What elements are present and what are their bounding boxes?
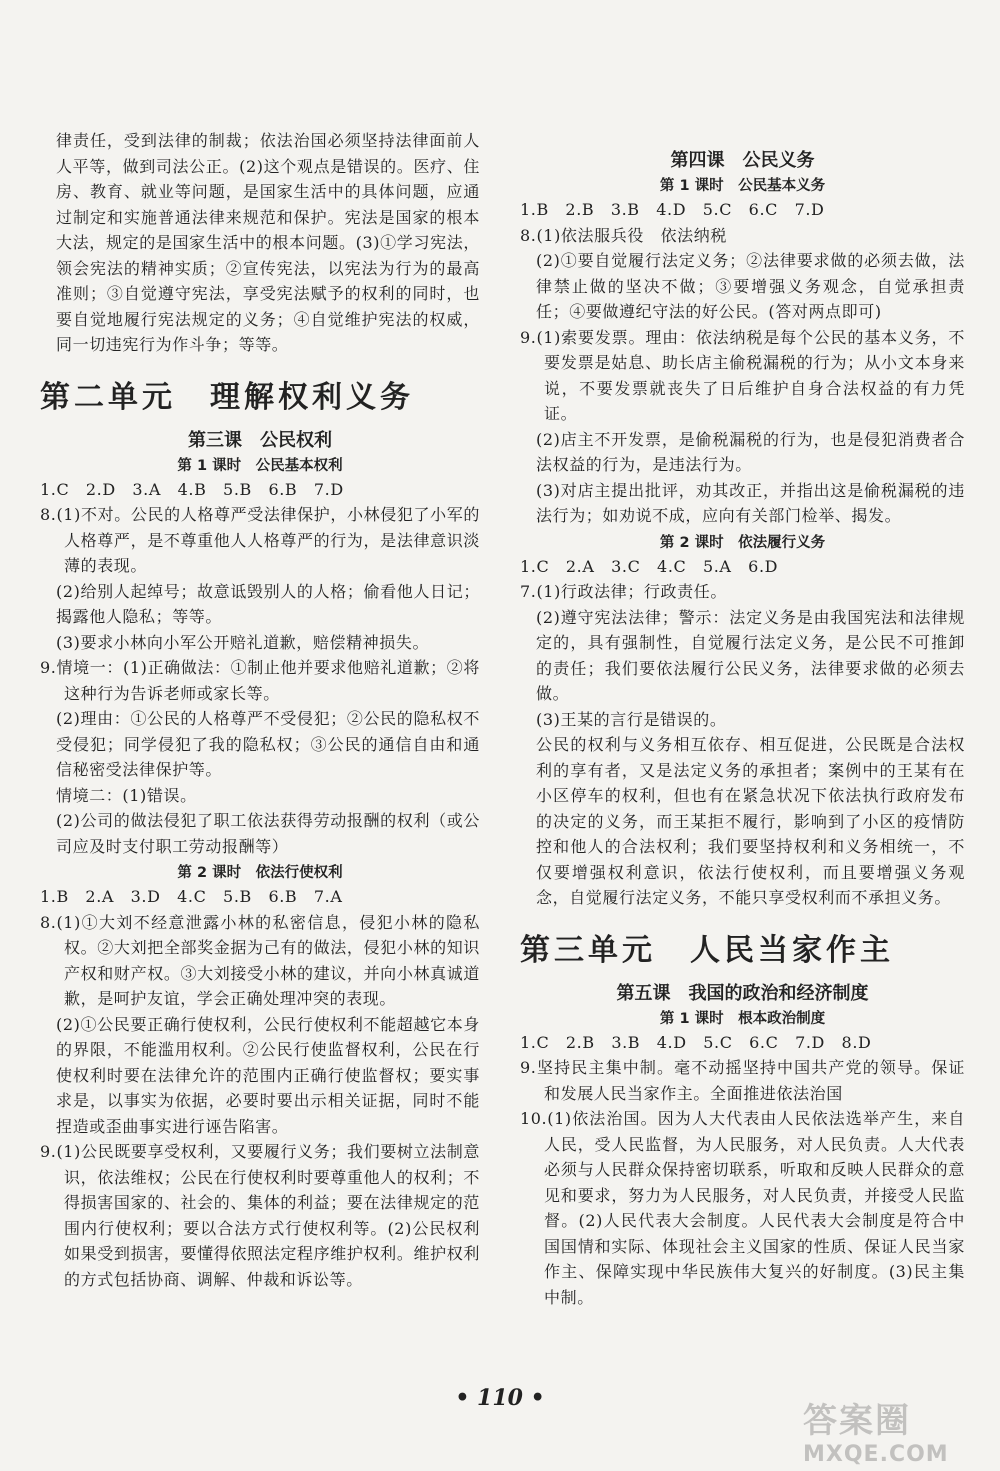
question-9-l5: 9.坚持民主集中制。毫不动摇坚持中国共产党的领导。保证和发展人民当家作主。全面推进依法治国 [520, 1058, 965, 1103]
answers-l3-2: 1.B 2.A 3.D 4.C 5.B 6.B 7.A [40, 887, 343, 906]
session-title-l4-2: 第 2 课时 依法履行义务 [659, 534, 826, 551]
watermark-bottom: MXQE.COM [803, 1442, 949, 1467]
question-7-l4: 7.(1)行政法律；行政责任。 [520, 582, 727, 601]
session-title-l3-1: 第 1 课时 公民基本权利 [177, 457, 343, 474]
question-9-l4-part-2: (2)店主不开发票，是偷税漏税的行为，也是侵犯消费者合法权益的行为，是违法行为。 [536, 429, 965, 474]
right-column [520, 142, 965, 1310]
question-9-part-3: 情境二：(1)错误。 [56, 785, 197, 805]
lesson-title-4: 第四课 公民义务 [670, 150, 815, 171]
question-9-part-4: (2)公司的做法侵犯了职工依法获得劳动报酬的权利（或公司应及时支付职工劳动报酬等） [56, 811, 480, 856]
question-10-l5: 10.(1)依法治国。因为人大代表由人民依法选举产生，来自人民，受人民监督，为人民服务，对人民负责。人大代表必须与人民群众保持密切联系，听取和反映人民群众的意见和要求，努力为人民服务，对人民负责，并接受人民监督。(2)人民代表大会制度。人民代表大会制度是符合中国国情和实际、体现社会主义国家的性质、保证人民当家作主、保障实现中华民族伟大复兴的好制度。(3)民主集中制。 [520, 1109, 965, 1307]
question-8-s2-part-2: (2)①公民要正确行使权利，公民行使权利不能超越它本身的界限，不能滥用权利。②公民行使监督权利，公民在行使权利时要在法律允许的范围内正确行使监督权；要实事求是，以事实为依据，必要时要出示相关证据，同时不能捏造或歪曲事实进行诬告陷害。 [56, 1014, 480, 1136]
watermark-top: 答案圈 [803, 1401, 911, 1441]
lesson-title-5: 第五课 我国的政治和经济制度 [616, 982, 869, 1004]
question-8-part-3: (3)要求小林向小军公开赔礼道歉，赔偿精神损失。 [56, 632, 430, 652]
question-8-s2: 8.(1)①大刘不经意泄露小林的私密信息，侵犯小林的隐私权。②大刘把全部奖金据为己有的做法，侵犯小林的知识产权和财产权。③大刘接受小林的建议，并向小林真诚道歉，是呵护友谊，学会正确处理冲突的表现。 [40, 912, 480, 1008]
question-8-l4: 8.(1)依法服兵役 依法纳税 [520, 225, 727, 245]
answers-l4-1: 1.B 2.B 3.B 4.D 5.C 6.C 7.D [520, 200, 825, 219]
watermark-logo [803, 1393, 978, 1467]
answers-l4-2: 1.C 2.A 3.C 4.C 5.A 6.D [520, 556, 779, 576]
question-7-l4-part-3: (3)王某的言行是错误的。 [536, 709, 727, 729]
question-8-part-2: (2)给别人起绰号；故意诋毁别人的人格；偷看他人日记；揭露他人隐私；等等。 [56, 581, 480, 626]
left-column [40, 128, 480, 1292]
question-9: 9.情境一：(1)正确做法：①制止他并要求他赔礼道歉；②将这种行为告诉老师或家长等。 [40, 658, 480, 703]
question-9-part-2: (2)理由：①公民的人格尊严不受侵犯；②公民的隐私权不受侵犯；同学侵犯了我的隐私权；③公民的通信自由和通信秘密受法律保护等。 [56, 709, 480, 779]
page-number: • 110 • [455, 1385, 545, 1411]
question-8: 8.(1)不对。公民的人格尊严受法律保护，小林侵犯了小军的人格尊严，是不尊重他人人格尊严的行为，是法律意识淡薄的表现。 [40, 505, 480, 575]
question-7-l4-part-2: (2)遵守宪法法律；警示：法定义务是由我国宪法和法律规定的，具有强制性，自觉履行法定义务，是公民不可推卸的责任；我们要依法履行公民义务，法律要求做的必须去做。 [536, 607, 965, 703]
unit-title-3: 第三单元 人民当家作主 [520, 932, 894, 968]
question-9-l4: 9.(1)索要发票。理由：依法纳税是每个公民的基本义务，不要发票是姑息、助长店主偷税漏税的行为；从小文本身来说，不要发票就丧失了日后维护自身合法权益的有力凭证。 [520, 327, 965, 423]
answers-l5-1: 1.C 2.B 3.B 4.D 5.C 6.C 7.D 8.D [520, 1032, 872, 1052]
session-title-l4-1: 第 1 课时 公民基本义务 [659, 178, 826, 194]
session-title-l5-1: 第 1 课时 根本政治制度 [659, 1010, 826, 1027]
lesson-title-3: 第三课 公民权利 [188, 429, 332, 451]
question-9-l4-part-3: (3)对店主提出批评，劝其改正，并指出这是偷税漏税的违法行为；如劝说不成，应向有关部门检举、揭发。 [536, 480, 965, 525]
question-9-s2: 9.(1)公民既要享受权利，又要履行义务；我们要树立法制意识，依法维权；公民在行使权利时要尊重他人的权利；不得损害国家的、社会的、集体的利益；要在法律规定的范围内行使权利；要以合法方式行使权利等。(2)公民权利如果受到损害，要懂得依照法定程序维护权利。维护权利的方式包括协商、调解、仲裁和诉讼等。 [40, 1142, 480, 1289]
session-title-l3-2: 第 2 课时 依法行使权利 [177, 865, 343, 881]
intro-paragraph: 律责任，受到法律的制裁；依法治国必须坚持法律面前人人平等，做到司法公正。(2)这个观点是错误的。医疗、住房、教育、就业等问题，是国家生活中的具体问题，应通过制定和实施普通法律来规范和保护。宪法是国家的根本大法，规定的是国家生活中的根本问题。(3)①学习宪法，领会宪法的精神实质；②宣传宪法，以宪法为行为的最高准则；③自觉遵守宪法，享受宪法赋予的权利的同时，也要自觉地履行宪法规定的义务；④自觉维护宪法的权威，同一切违宪行为作斗争；等等。 [56, 131, 480, 354]
question-8-l4-part-2: (2)①要自觉履行法定义务；②法律要求做的必须去做，法律禁止做的坚决不做；③要增强义务观念，自觉承担责任；④要做遵纪守法的好公民。(答对两点即可) [536, 251, 965, 321]
unit-title-2: 第二单元 理解权利义务 [40, 379, 414, 415]
question-7-l4-part-4: 公民的权利与义务相互依存、相互促进，公民既是合法权利的享有者，又是法定义务的承担者；案例中的王某有在小区停车的权利，但也有在紧急状况下依法执行政府发布的决定的义务，而王某拒不履行，影响到了小区的疫情防控和他人的合法权利；我们要坚持权利和义务相统一，不仅要增强权利意识，依法行使权利，而且要增强义务观念，自觉履行法定义务，不能只享受权利而不承担义务。 [536, 735, 965, 907]
answers-l3-1: 1.C 2.D 3.A 4.B 5.B 6.B 7.D [40, 479, 344, 499]
